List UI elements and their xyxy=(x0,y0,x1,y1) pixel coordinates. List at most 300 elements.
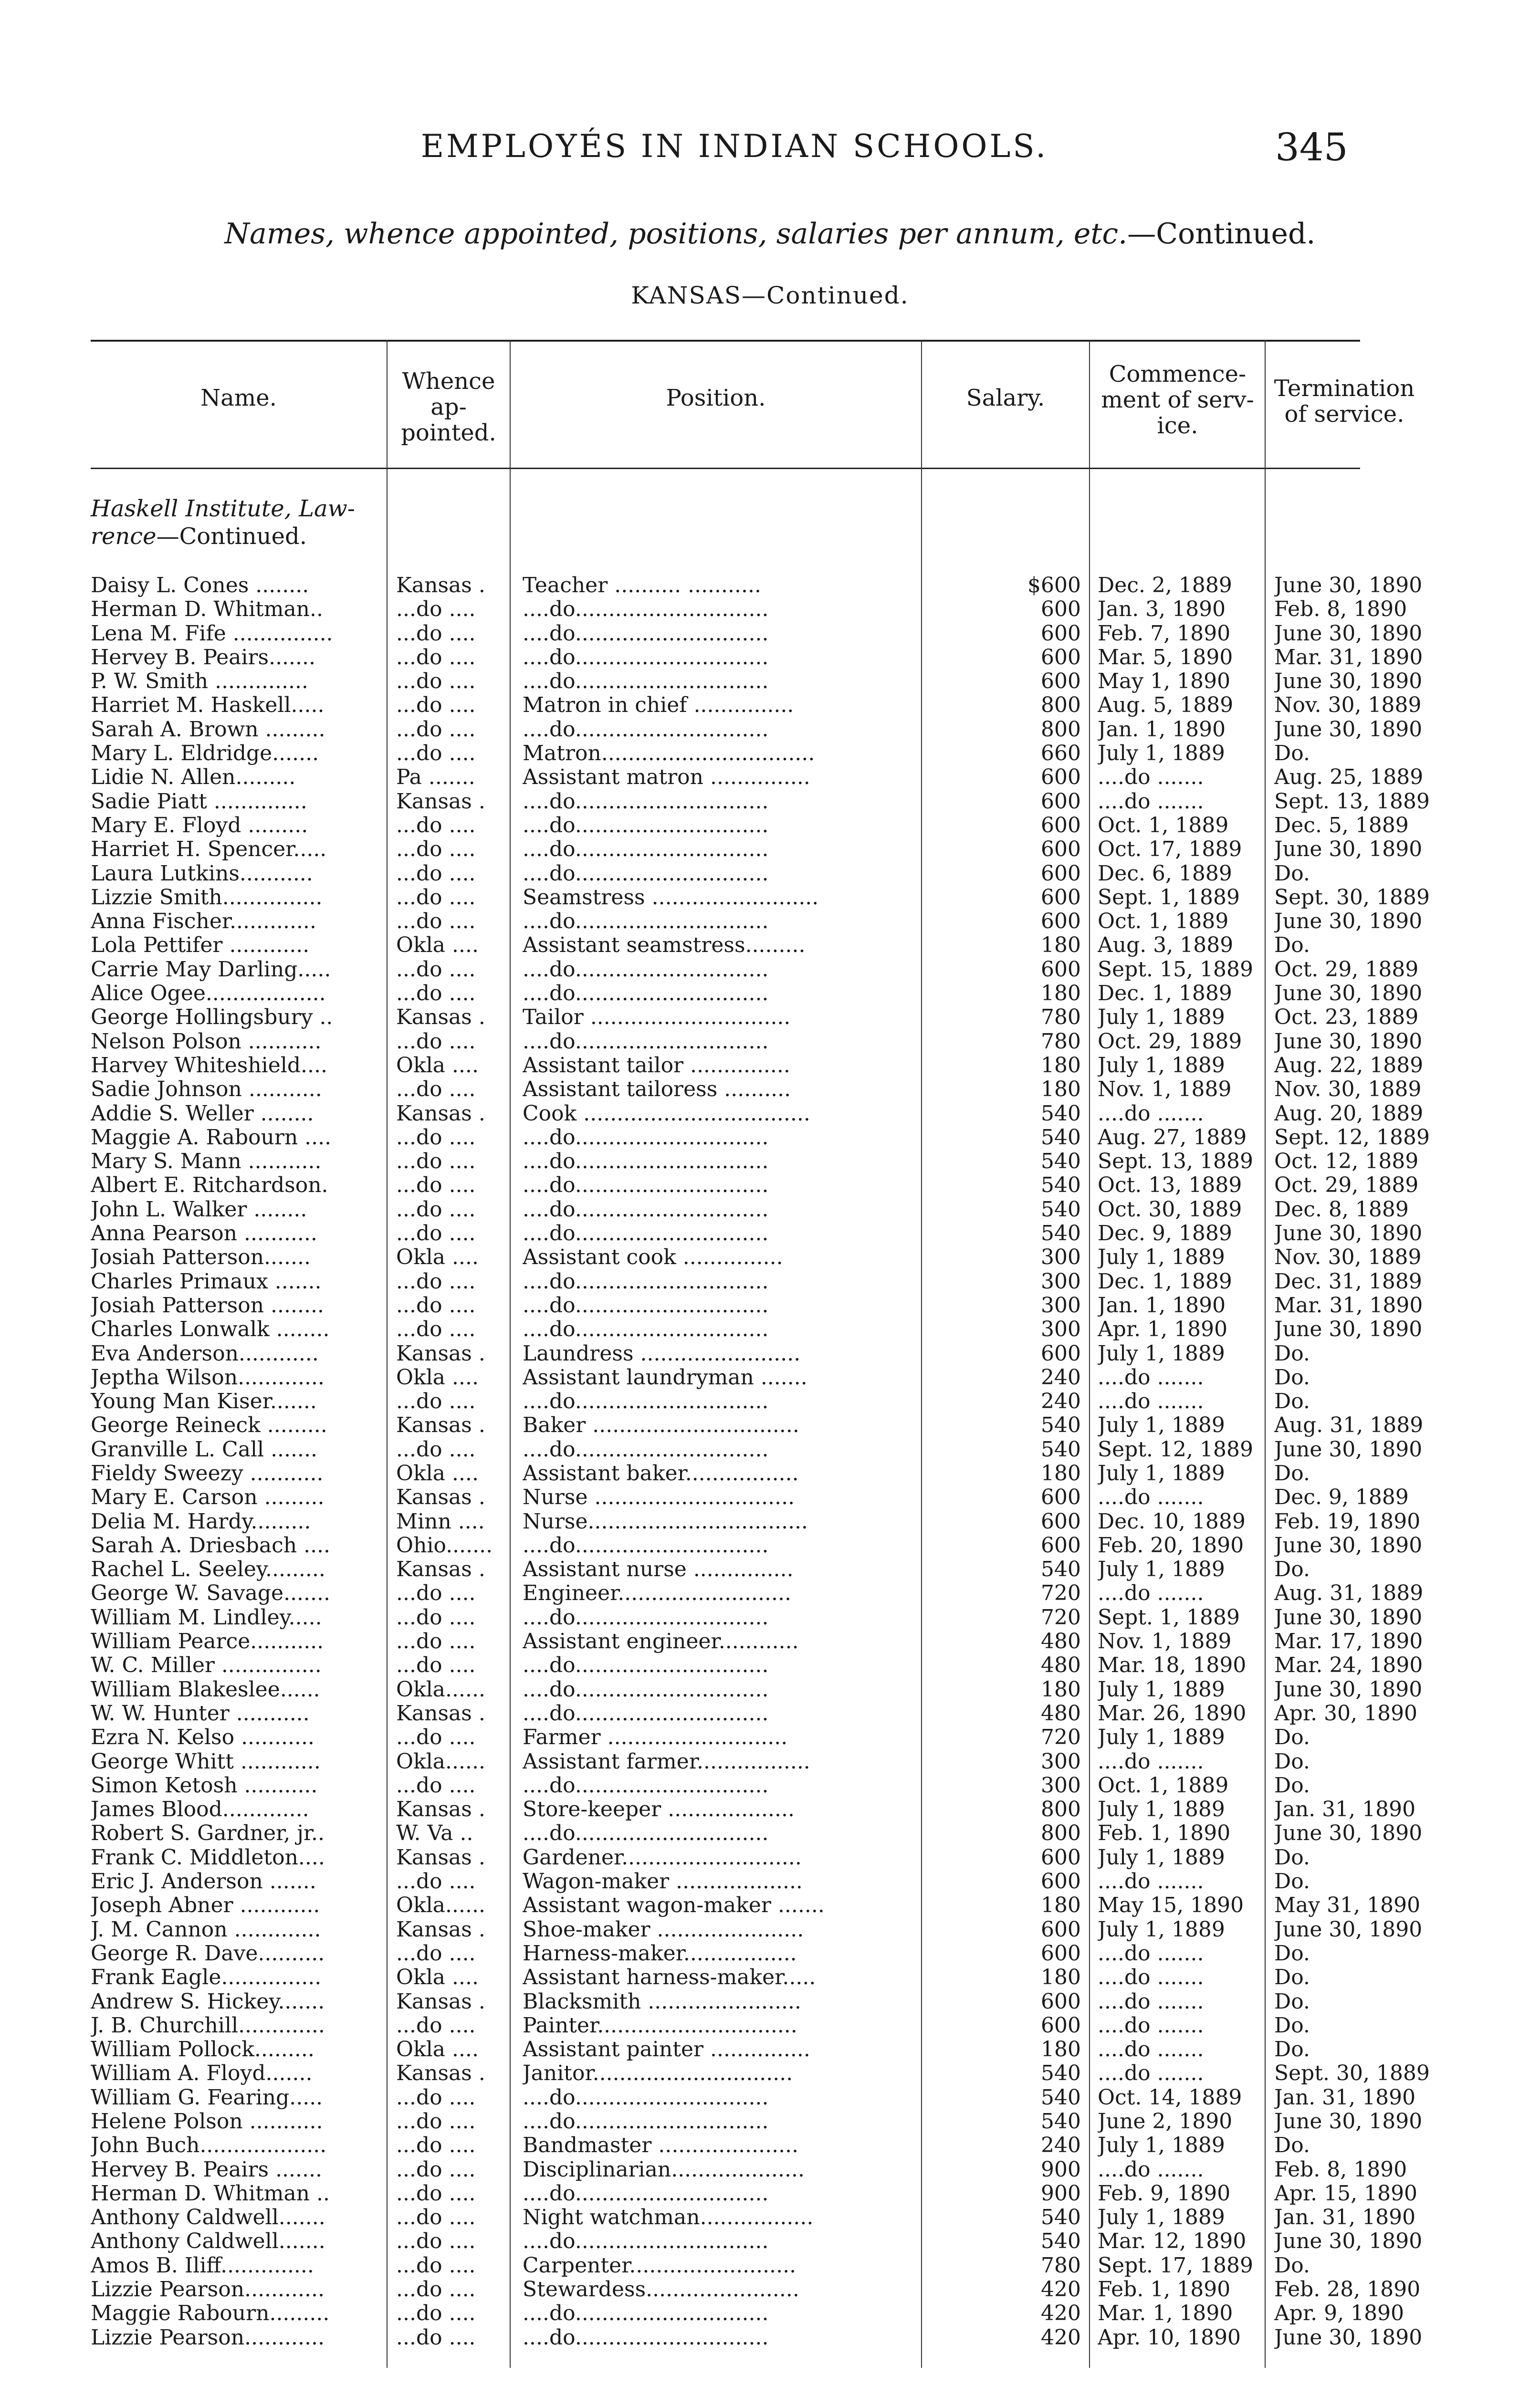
salary: 600 xyxy=(1041,1533,1081,1558)
table-row xyxy=(91,2157,1407,2182)
position: Tailor .............................. xyxy=(523,1005,791,1030)
whence-appointed: Okla .... xyxy=(396,1966,479,1990)
position: Laundress ........................ xyxy=(523,1341,801,1366)
employee-name: Maggie A. Rabourn .... xyxy=(91,1125,332,1150)
commencement-date: Sept. 1, 1889 xyxy=(1098,1605,1240,1630)
termination-date: Apr. 15, 1890 xyxy=(1274,2181,1418,2206)
employee-name: Delia M. Hardy......... xyxy=(91,1509,311,1534)
table-row xyxy=(91,1437,1423,1462)
subtitle-text: Names, whence appointed, positions, salaries per annum, etc. xyxy=(224,217,1128,251)
whence-appointed: Okla...... xyxy=(396,1894,485,1918)
termination-date: May 31, 1890 xyxy=(1274,1894,1421,1918)
commencement-date: ....do ....... xyxy=(1098,1365,1204,1390)
whence-appointed: ...do .... xyxy=(396,1029,476,1054)
salary: 300 xyxy=(1041,1749,1081,1774)
commencement-date: Oct. 1, 1889 xyxy=(1098,813,1229,837)
position: ....do............................. xyxy=(523,670,769,694)
termination-date: Do. xyxy=(1274,1989,1310,2014)
table-row xyxy=(91,1774,1360,1798)
position: ....do............................. xyxy=(523,1390,769,1414)
termination-date: Sept. 30, 1889 xyxy=(1274,885,1430,910)
employee-name: Sadie Piatt .............. xyxy=(91,789,307,814)
position: ....do............................. xyxy=(523,1293,769,1318)
position: Assistant engineer............ xyxy=(523,1630,799,1654)
table-row xyxy=(91,910,1423,934)
whence-appointed: Kansas . xyxy=(396,1341,485,1366)
salary: 600 xyxy=(1041,1845,1081,1870)
commencement-date: July 1, 1889 xyxy=(1098,1917,1225,1942)
table-row xyxy=(91,2302,1404,2326)
commencement-date: Dec. 9, 1889 xyxy=(1098,1222,1232,1246)
commencement-date: Sept. 17, 1889 xyxy=(1098,2253,1253,2278)
commencement-date: Dec. 6, 1889 xyxy=(1098,861,1232,886)
employee-name: Herman D. Whitman.. xyxy=(91,597,323,622)
position: ....do............................. xyxy=(523,2085,769,2110)
table-row xyxy=(91,693,1422,718)
salary: 180 xyxy=(1041,1966,1081,1990)
table-row xyxy=(91,2206,1416,2230)
salary: 240 xyxy=(1041,2134,1081,2158)
position: Janitor.............................. xyxy=(523,2062,793,2086)
whence-appointed: ...do .... xyxy=(396,1173,476,1198)
position: Shoe-maker ...................... xyxy=(523,1917,804,1942)
position: Assistant cook ............... xyxy=(523,1245,783,1270)
employee-name: George Reineck ......... xyxy=(91,1413,327,1438)
salary: 480 xyxy=(1041,1701,1081,1726)
termination-date: Do. xyxy=(1274,1558,1310,1582)
table-row xyxy=(91,789,1430,814)
employee-name: Charles Lonwalk ........ xyxy=(91,1318,330,1342)
whence-appointed: W. Va .. xyxy=(396,1821,473,1846)
salary: 780 xyxy=(1041,1005,1081,1030)
salary: 600 xyxy=(1041,670,1081,694)
salary: 180 xyxy=(1041,1078,1081,1102)
whence-appointed: ...do .... xyxy=(396,885,476,910)
salary: 540 xyxy=(1041,1437,1081,1462)
commencement-date: July 1, 1889 xyxy=(1098,1341,1225,1366)
whence-appointed: ...do .... xyxy=(396,1773,476,1798)
whence-appointed: ...do .... xyxy=(396,861,476,886)
termination-date: Oct. 29, 1889 xyxy=(1274,1173,1419,1198)
whence-appointed: ...do .... xyxy=(396,1293,476,1318)
whence-appointed: ...do .... xyxy=(396,2085,476,2110)
whence-appointed: Okla .... xyxy=(396,1365,479,1390)
whence-appointed: Kansas . xyxy=(396,1005,485,1030)
termination-date: Feb. 28, 1890 xyxy=(1274,2278,1421,2302)
table-row xyxy=(91,837,1423,862)
header-position: Position. xyxy=(666,385,766,411)
employee-name: William Pearce........... xyxy=(91,1630,324,1654)
termination-date: June 30, 1890 xyxy=(1274,1821,1423,1846)
termination-date: Do. xyxy=(1274,742,1310,766)
whence-appointed: ...do .... xyxy=(396,837,476,862)
commencement-date: July 1, 1889 xyxy=(1098,1053,1225,1078)
whence-appointed: ...do .... xyxy=(396,1726,476,1750)
salary: 600 xyxy=(1041,885,1081,910)
table-body xyxy=(91,574,1430,2350)
salary: 540 xyxy=(1041,1558,1081,1582)
whence-appointed: Pa ....... xyxy=(396,765,475,790)
commencement-date: Jan. 1, 1890 xyxy=(1098,717,1226,742)
commencement-date: Mar. 12, 1890 xyxy=(1098,2229,1247,2254)
employee-name: W. W. Hunter ........... xyxy=(91,1701,310,1726)
employee-name: William G. Fearing..... xyxy=(91,2085,323,2110)
commencement-date: Feb. 20, 1890 xyxy=(1098,1533,1244,1558)
salary: 300 xyxy=(1041,1269,1081,1294)
salary: 300 xyxy=(1041,1773,1081,1798)
table-row xyxy=(91,2181,1418,2206)
table-row xyxy=(91,1558,1360,1581)
termination-date: June 30, 1890 xyxy=(1274,1222,1423,1246)
whence-appointed: ...do .... xyxy=(396,1390,476,1414)
header-commencement: Commence- ment of serv- ice. xyxy=(1101,361,1254,439)
salary: 300 xyxy=(1041,1318,1081,1342)
commencement-date: June 2, 1890 xyxy=(1098,2110,1233,2134)
salary: 180 xyxy=(1041,1461,1081,1486)
table-row xyxy=(91,2325,1423,2350)
table-row xyxy=(91,1894,1421,1918)
termination-date: Do. xyxy=(1274,1941,1310,1966)
employee-name: James Blood............. xyxy=(91,1798,309,1822)
position: ....do............................. xyxy=(523,861,769,886)
whence-appointed: ...do .... xyxy=(396,742,476,766)
whence-appointed: ...do .... xyxy=(396,982,476,1006)
table-row xyxy=(91,2278,1421,2302)
table-row xyxy=(91,1173,1419,1198)
salary: 540 xyxy=(1041,2229,1081,2254)
commencement-date: Jan. 1, 1890 xyxy=(1098,1293,1226,1318)
whence-appointed: ...do .... xyxy=(396,2181,476,2206)
position: ....do............................. xyxy=(523,1173,769,1198)
employee-name: Harvey Whiteshield.... xyxy=(91,1053,327,1078)
table-row xyxy=(91,2110,1423,2134)
whence-appointed: ...do .... xyxy=(396,957,476,982)
salary: 800 xyxy=(1041,1798,1081,1822)
table-row xyxy=(91,2062,1430,2086)
table-row xyxy=(91,1509,1421,1534)
salary: 600 xyxy=(1041,765,1081,790)
salary: 180 xyxy=(1041,1053,1081,1078)
commencement-date: ....do ....... xyxy=(1098,1966,1204,1990)
termination-date: Nov. 30, 1889 xyxy=(1274,693,1422,718)
position: Assistant seamstress......... xyxy=(523,933,806,958)
whence-appointed: ...do .... xyxy=(396,1630,476,1654)
position: Farmer ........................... xyxy=(523,1726,788,1750)
position: Seamstress ......................... xyxy=(523,885,819,910)
whence-appointed: Kansas . xyxy=(396,1701,485,1726)
employee-name: Sarah A. Driesbach .... xyxy=(91,1533,331,1558)
commencement-date: Mar. 5, 1890 xyxy=(1098,645,1233,670)
position: Assistant baker................. xyxy=(523,1461,799,1486)
salary: 540 xyxy=(1041,1222,1081,1246)
commencement-date: Oct. 1, 1889 xyxy=(1098,1773,1229,1798)
commencement-date: ....do ....... xyxy=(1098,2062,1204,2086)
table-row xyxy=(91,1366,1360,1390)
table-row xyxy=(91,1318,1423,1342)
salary: 180 xyxy=(1041,982,1081,1006)
whence-appointed: ...do .... xyxy=(396,621,476,646)
employee-name: William A. Floyd....... xyxy=(91,2062,313,2086)
termination-date: Do. xyxy=(1274,1845,1310,1870)
employee-name: J. B. Churchill............. xyxy=(91,2013,325,2038)
position: Stewardess....................... xyxy=(523,2278,799,2302)
termination-date: Dec. 9, 1889 xyxy=(1274,1486,1409,1510)
whence-appointed: ...do .... xyxy=(396,2110,476,2134)
position: Engineer.......................... xyxy=(523,1581,791,1606)
salary: 600 xyxy=(1041,1509,1081,1534)
employee-name: Mary L. Eldridge....... xyxy=(91,742,319,766)
table-row xyxy=(91,1870,1360,1894)
commencement-date: Apr. 1, 1890 xyxy=(1098,1318,1228,1342)
commencement-date: ....do ....... xyxy=(1098,2157,1204,2182)
group-label xyxy=(91,495,387,550)
position: ....do............................. xyxy=(523,957,769,982)
employee-name: Josiah Patterson....... xyxy=(91,1245,311,1270)
termination-date: June 30, 1890 xyxy=(1274,1318,1423,1342)
employee-name: Eric J. Anderson ....... xyxy=(91,1870,316,1894)
salary: 540 xyxy=(1041,1173,1081,1198)
whence-appointed: Kansas . xyxy=(396,1917,485,1942)
table-row xyxy=(91,1653,1423,1678)
salary: 600 xyxy=(1041,813,1081,837)
termination-date: Aug. 31, 1889 xyxy=(1274,1413,1424,1438)
table-row xyxy=(91,1293,1423,1318)
commencement-date: Sept. 12, 1889 xyxy=(1098,1437,1253,1462)
table-row xyxy=(91,2134,1360,2157)
whence-appointed: ...do .... xyxy=(396,2302,476,2326)
salary: 600 xyxy=(1041,1941,1081,1966)
table-row xyxy=(91,1053,1424,1078)
table-row xyxy=(91,1101,1424,1126)
table-row xyxy=(91,1222,1423,1246)
whence-appointed: ...do .... xyxy=(396,1437,476,1462)
table-row xyxy=(91,1078,1422,1102)
whence-appointed: ...do .... xyxy=(396,1605,476,1630)
employee-name: Hervey B. Peairs ....... xyxy=(91,2157,322,2182)
salary: 600 xyxy=(1041,789,1081,814)
position: Assistant nurse ............... xyxy=(523,1558,794,1582)
salary: 720 xyxy=(1041,1605,1081,1630)
table-row xyxy=(91,1798,1416,1822)
position: Matron in chief ............... xyxy=(523,693,794,718)
termination-date: June 30, 1890 xyxy=(1274,837,1423,862)
termination-date: Aug. 20, 1889 xyxy=(1274,1101,1424,1126)
termination-date: Feb. 8, 1890 xyxy=(1274,597,1407,622)
position: Nurse................................. xyxy=(523,1509,808,1534)
whence-appointed: ...do .... xyxy=(396,2325,476,2350)
employee-name: George Whitt ............ xyxy=(91,1749,321,1774)
whence-appointed: Kansas . xyxy=(396,1845,485,1870)
table-row xyxy=(91,742,1360,765)
employee-name: William Blakeslee...... xyxy=(91,1677,320,1702)
whence-appointed: Kansas . xyxy=(396,574,485,597)
whence-appointed: Kansas . xyxy=(396,1413,485,1438)
termination-date: June 30, 1890 xyxy=(1274,2110,1423,2134)
commencement-date: July 1, 1889 xyxy=(1098,1558,1225,1582)
termination-date: June 30, 1890 xyxy=(1274,670,1423,694)
whence-appointed: ...do .... xyxy=(396,1318,476,1342)
employee-name: Herman D. Whitman .. xyxy=(91,2181,330,2206)
employee-name: Robert S. Gardner, jr.. xyxy=(91,1821,325,1846)
salary: 800 xyxy=(1041,717,1081,742)
position: Assistant harness-maker..... xyxy=(523,1966,816,1990)
termination-date: June 30, 1890 xyxy=(1274,1917,1423,1942)
commencement-date: July 1, 1889 xyxy=(1098,1005,1225,1030)
whence-appointed: ...do .... xyxy=(396,1197,476,1222)
termination-date: Do. xyxy=(1274,1773,1310,1798)
salary: 600 xyxy=(1041,1341,1081,1366)
whence-appointed: Kansas . xyxy=(396,1558,485,1582)
whence-appointed: Okla .... xyxy=(396,933,479,958)
commencement-date: Aug. 3, 1889 xyxy=(1098,933,1234,958)
salary: 900 xyxy=(1041,2181,1081,2206)
table-row xyxy=(91,2254,1360,2278)
header-termination: Termination of service. xyxy=(1274,375,1415,428)
table-row xyxy=(91,1701,1418,1726)
whence-appointed: Okla .... xyxy=(396,1461,479,1486)
termination-date: Do. xyxy=(1274,1749,1310,1774)
position: ....do............................. xyxy=(523,2110,769,2134)
whence-appointed: ...do .... xyxy=(396,717,476,742)
whence-appointed: ...do .... xyxy=(396,2253,476,2278)
position: ....do............................. xyxy=(523,1029,769,1054)
employee-name: Harriet M. Haskell..... xyxy=(91,693,325,718)
commencement-date: ....do ....... xyxy=(1098,1390,1204,1414)
salary: 780 xyxy=(1041,2253,1081,2278)
table-row xyxy=(91,1846,1360,1870)
page-title: EMPLOYÉS IN INDIAN SCHOOLS. xyxy=(421,128,1048,165)
table-row xyxy=(91,1462,1360,1486)
salary: 180 xyxy=(1041,1677,1081,1702)
position: ....do............................. xyxy=(523,1533,769,1558)
termination-date: Do. xyxy=(1274,1461,1310,1486)
termination-date: Feb. 8, 1890 xyxy=(1274,2157,1407,2182)
whence-appointed: Kansas . xyxy=(396,1101,485,1126)
salary: 240 xyxy=(1041,1365,1081,1390)
employee-name: Lola Pettifer ............ xyxy=(91,933,310,958)
whence-appointed: ...do .... xyxy=(396,1150,476,1174)
termination-date: Do. xyxy=(1274,1365,1310,1390)
termination-date: Do. xyxy=(1274,1341,1310,1366)
termination-date: June 30, 1890 xyxy=(1274,717,1423,742)
position: Wagon-maker ................... xyxy=(523,1870,803,1894)
termination-date: June 30, 1890 xyxy=(1274,910,1423,934)
termination-date: Aug. 25, 1889 xyxy=(1274,765,1424,790)
commencement-date: July 1, 1889 xyxy=(1098,1413,1225,1438)
commencement-date: ....do ....... xyxy=(1098,789,1204,814)
salary: 540 xyxy=(1041,1413,1081,1438)
position: ....do............................. xyxy=(523,1197,769,1222)
commencement-date: Dec. 2, 1889 xyxy=(1098,574,1232,597)
salary: 800 xyxy=(1041,1821,1081,1846)
termination-date: June 30, 1890 xyxy=(1274,982,1423,1006)
termination-date: Oct. 23, 1889 xyxy=(1274,1005,1419,1030)
whence-appointed: ...do .... xyxy=(396,693,476,718)
table-row xyxy=(91,1125,1430,1150)
employee-name: Lizzie Pearson............ xyxy=(91,2278,325,2302)
whence-appointed: ...do .... xyxy=(396,2278,476,2302)
whence-appointed: ...do .... xyxy=(396,1653,476,1678)
table-row xyxy=(91,1486,1409,1510)
table-row xyxy=(91,957,1419,982)
salary: 900 xyxy=(1041,2157,1081,2182)
commencement-date: May 1, 1890 xyxy=(1098,670,1231,694)
termination-date: Dec. 31, 1889 xyxy=(1274,1269,1422,1294)
salary: 600 xyxy=(1041,1989,1081,2014)
commencement-date: July 1, 1889 xyxy=(1098,1677,1225,1702)
table-row xyxy=(91,1342,1360,1366)
table-row xyxy=(91,1966,1360,1989)
position: Painter.............................. xyxy=(523,2013,797,2038)
salary: 420 xyxy=(1041,2278,1081,2302)
employee-name: Anna Fischer............. xyxy=(91,910,316,934)
table-row xyxy=(91,1197,1409,1222)
whence-appointed: ...do .... xyxy=(396,2229,476,2254)
position: Carpenter......................... xyxy=(523,2253,796,2278)
employee-name: Joseph Abner ............ xyxy=(91,1894,320,1918)
page-subtitle xyxy=(0,217,1540,251)
table-row xyxy=(91,2014,1360,2038)
employee-name: Granville L. Call ....... xyxy=(91,1437,317,1462)
table-row xyxy=(91,1750,1360,1774)
employee-name: Charles Primaux ....... xyxy=(91,1269,322,1294)
commencement-date: Aug. 27, 1889 xyxy=(1098,1125,1247,1150)
commencement-date: Jan. 3, 1890 xyxy=(1098,597,1226,622)
commencement-date: ....do ....... xyxy=(1098,1486,1204,1510)
position: Assistant matron ............... xyxy=(523,765,810,790)
table-row xyxy=(91,1581,1424,1606)
termination-date: Sept. 12, 1889 xyxy=(1274,1125,1430,1150)
whence-appointed: Kansas . xyxy=(396,789,485,814)
employee-name: William Pollock......... xyxy=(91,2038,314,2062)
termination-date: Oct. 12, 1889 xyxy=(1274,1150,1419,1174)
table-row xyxy=(91,2038,1360,2062)
whence-appointed: ...do .... xyxy=(396,670,476,694)
employee-name: Sarah A. Brown ......... xyxy=(91,717,325,742)
table-row xyxy=(91,1990,1360,2014)
whence-appointed: Okla .... xyxy=(396,1245,479,1270)
salary: 480 xyxy=(1041,1630,1081,1654)
position: Store-keeper ................... xyxy=(523,1798,795,1822)
table-row xyxy=(91,1533,1423,1558)
salary: 420 xyxy=(1041,2302,1081,2326)
table-row xyxy=(91,1413,1424,1438)
termination-date: Oct. 29, 1889 xyxy=(1274,957,1419,982)
salary: 300 xyxy=(1041,1245,1081,1270)
termination-date: Do. xyxy=(1274,2013,1310,2038)
table-row xyxy=(91,621,1423,646)
salary: 240 xyxy=(1041,1390,1081,1414)
whence-appointed: Okla .... xyxy=(396,1053,479,1078)
employee-name: Maggie Rabourn......... xyxy=(91,2302,330,2326)
termination-date: Do. xyxy=(1274,2038,1310,2062)
table-row xyxy=(91,2229,1423,2254)
termination-date: Do. xyxy=(1274,2134,1310,2158)
commencement-date: ....do ....... xyxy=(1098,2038,1204,2062)
position: Assistant wagon-maker ....... xyxy=(523,1894,825,1918)
position: ....do............................. xyxy=(523,2229,769,2254)
commencement-date: Sept. 15, 1889 xyxy=(1098,957,1253,982)
whence-appointed: Kansas . xyxy=(396,1486,485,1510)
employee-name: Mary S. Mann ........... xyxy=(91,1150,322,1174)
whence-appointed: ...do .... xyxy=(396,597,476,622)
termination-date: Sept. 13, 1889 xyxy=(1274,789,1430,814)
employee-name: Fieldy Sweezy ........... xyxy=(91,1461,324,1486)
termination-date: June 30, 1890 xyxy=(1274,1533,1423,1558)
commencement-date: Oct. 1, 1889 xyxy=(1098,910,1229,934)
salary: 600 xyxy=(1041,910,1081,934)
termination-date: Mar. 31, 1890 xyxy=(1274,645,1423,670)
